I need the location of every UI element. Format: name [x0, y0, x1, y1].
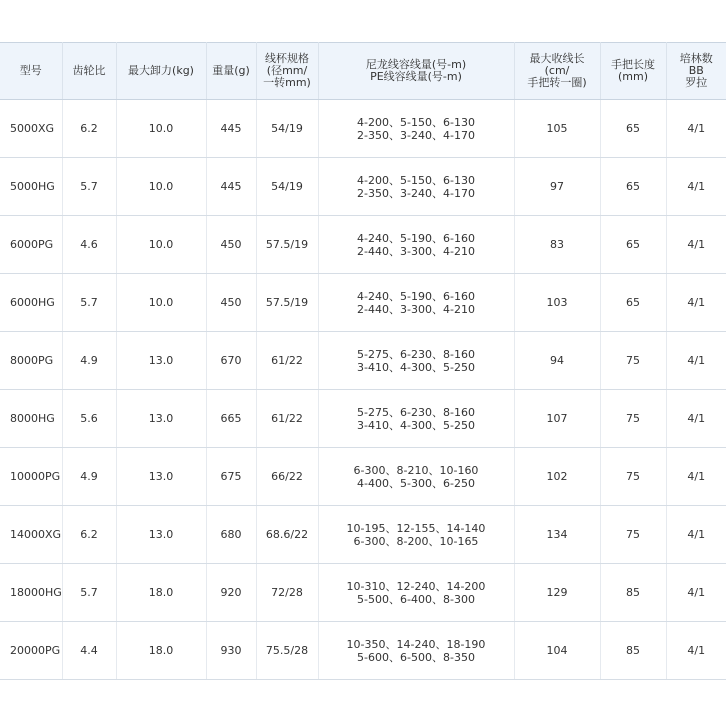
cell-bearings: 4/1: [666, 390, 726, 448]
cell-gear-ratio: 5.7: [62, 158, 116, 216]
cell-spool: 54/19: [256, 158, 318, 216]
header-max-drag: 最大卸力(kg): [116, 43, 206, 100]
cell-spool: 61/22: [256, 332, 318, 390]
cell-spool: 75.5/28: [256, 622, 318, 680]
header-max-retrieve: 最大收线长 (cm/ 手把转一圈): [514, 43, 600, 100]
table-row: [0, 158, 726, 216]
table-row: [0, 448, 726, 506]
cell-max-retrieve: 129: [514, 564, 600, 622]
cell-model: 5000XG: [0, 100, 62, 158]
cell-max-drag: 10.0: [116, 274, 206, 332]
cell-model: 20000PG: [0, 622, 62, 680]
cell-model: 5000HG: [0, 158, 62, 216]
cell-weight: 680: [206, 506, 256, 564]
cell-line-capacity: 10-195、12-155、14-140 6-300、8-200、10-165: [318, 506, 514, 564]
header-spool: 线杯规格 (径mm/ 一转mm): [256, 43, 318, 100]
cell-line-capacity: 6-300、8-210、10-160 4-400、5-300、6-250: [318, 448, 514, 506]
cell-model: 18000HG: [0, 564, 62, 622]
cell-model: 8000HG: [0, 390, 62, 448]
cell-max-drag: 18.0: [116, 622, 206, 680]
cell-gear-ratio: 4.9: [62, 448, 116, 506]
cell-max-retrieve: 104: [514, 622, 600, 680]
header-model: 型号: [0, 43, 62, 100]
cell-weight: 930: [206, 622, 256, 680]
cell-max-drag: 13.0: [116, 332, 206, 390]
cell-model: 6000PG: [0, 216, 62, 274]
cell-handle-length: 75: [600, 332, 666, 390]
cell-handle-length: 85: [600, 622, 666, 680]
cell-max-retrieve: 107: [514, 390, 600, 448]
cell-gear-ratio: 4.4: [62, 622, 116, 680]
cell-bearings: 4/1: [666, 274, 726, 332]
table-row: [0, 506, 726, 564]
cell-spool: 57.5/19: [256, 274, 318, 332]
cell-weight: 450: [206, 216, 256, 274]
table-row: [0, 332, 726, 390]
cell-weight: 675: [206, 448, 256, 506]
header-weight: 重量(g): [206, 43, 256, 100]
cell-gear-ratio: 5.6: [62, 390, 116, 448]
cell-bearings: 4/1: [666, 506, 726, 564]
cell-bearings: 4/1: [666, 216, 726, 274]
cell-spool: 61/22: [256, 390, 318, 448]
cell-bearings: 4/1: [666, 622, 726, 680]
cell-weight: 445: [206, 158, 256, 216]
cell-gear-ratio: 6.2: [62, 506, 116, 564]
cell-max-retrieve: 94: [514, 332, 600, 390]
cell-line-capacity: 5-275、6-230、8-160 3-410、4-300、5-250: [318, 390, 514, 448]
table-body: [0, 100, 726, 680]
cell-model: 14000XG: [0, 506, 62, 564]
table-row: [0, 564, 726, 622]
cell-gear-ratio: 5.7: [62, 274, 116, 332]
table-row: [0, 390, 726, 448]
cell-handle-length: 75: [600, 506, 666, 564]
table-row: [0, 274, 726, 332]
cell-line-capacity: 10-350、14-240、18-190 5-600、6-500、8-350: [318, 622, 514, 680]
header-line-capacity: 尼龙线容线量(号-m) PE线容线量(号-m): [318, 43, 514, 100]
cell-max-drag: 18.0: [116, 564, 206, 622]
cell-max-drag: 13.0: [116, 448, 206, 506]
cell-gear-ratio: 4.6: [62, 216, 116, 274]
cell-handle-length: 85: [600, 564, 666, 622]
cell-bearings: 4/1: [666, 448, 726, 506]
cell-handle-length: 75: [600, 390, 666, 448]
cell-spool: 68.6/22: [256, 506, 318, 564]
cell-weight: 665: [206, 390, 256, 448]
cell-model: 6000HG: [0, 274, 62, 332]
cell-gear-ratio: 6.2: [62, 100, 116, 158]
cell-max-retrieve: 103: [514, 274, 600, 332]
cell-weight: 445: [206, 100, 256, 158]
cell-handle-length: 75: [600, 448, 666, 506]
cell-max-retrieve: 97: [514, 158, 600, 216]
cell-bearings: 4/1: [666, 564, 726, 622]
cell-max-retrieve: 105: [514, 100, 600, 158]
table-row: [0, 100, 726, 158]
spec-table: [0, 42, 726, 680]
header-gear-ratio: 齿轮比: [62, 43, 116, 100]
cell-max-retrieve: 134: [514, 506, 600, 564]
cell-model: 10000PG: [0, 448, 62, 506]
cell-bearings: 4/1: [666, 332, 726, 390]
header-handle-length: 手把长度 (mm): [600, 43, 666, 100]
cell-spool: 54/19: [256, 100, 318, 158]
cell-line-capacity: 5-275、6-230、8-160 3-410、4-300、5-250: [318, 332, 514, 390]
cell-handle-length: 65: [600, 216, 666, 274]
cell-max-drag: 10.0: [116, 100, 206, 158]
cell-max-drag: 10.0: [116, 158, 206, 216]
cell-gear-ratio: 5.7: [62, 564, 116, 622]
cell-weight: 450: [206, 274, 256, 332]
cell-line-capacity: 4-200、5-150、6-130 2-350、3-240、4-170: [318, 158, 514, 216]
cell-weight: 670: [206, 332, 256, 390]
cell-handle-length: 65: [600, 274, 666, 332]
cell-spool: 72/28: [256, 564, 318, 622]
cell-bearings: 4/1: [666, 100, 726, 158]
header-row: [0, 43, 726, 100]
cell-spool: 57.5/19: [256, 216, 318, 274]
cell-max-drag: 13.0: [116, 390, 206, 448]
cell-weight: 920: [206, 564, 256, 622]
table-header: [0, 43, 726, 100]
cell-handle-length: 65: [600, 158, 666, 216]
cell-bearings: 4/1: [666, 158, 726, 216]
cell-spool: 66/22: [256, 448, 318, 506]
table-row: [0, 216, 726, 274]
table-row: [0, 622, 726, 680]
cell-line-capacity: 4-240、5-190、6-160 2-440、3-300、4-210: [318, 216, 514, 274]
cell-gear-ratio: 4.9: [62, 332, 116, 390]
header-bearings: 培林数 BB 罗拉: [666, 43, 726, 100]
cell-line-capacity: 4-200、5-150、6-130 2-350、3-240、4-170: [318, 100, 514, 158]
cell-max-drag: 13.0: [116, 506, 206, 564]
cell-model: 8000PG: [0, 332, 62, 390]
cell-max-drag: 10.0: [116, 216, 206, 274]
cell-max-retrieve: 83: [514, 216, 600, 274]
cell-line-capacity: 10-310、12-240、14-200 5-500、6-400、8-300: [318, 564, 514, 622]
cell-max-retrieve: 102: [514, 448, 600, 506]
cell-handle-length: 65: [600, 100, 666, 158]
cell-line-capacity: 4-240、5-190、6-160 2-440、3-300、4-210: [318, 274, 514, 332]
